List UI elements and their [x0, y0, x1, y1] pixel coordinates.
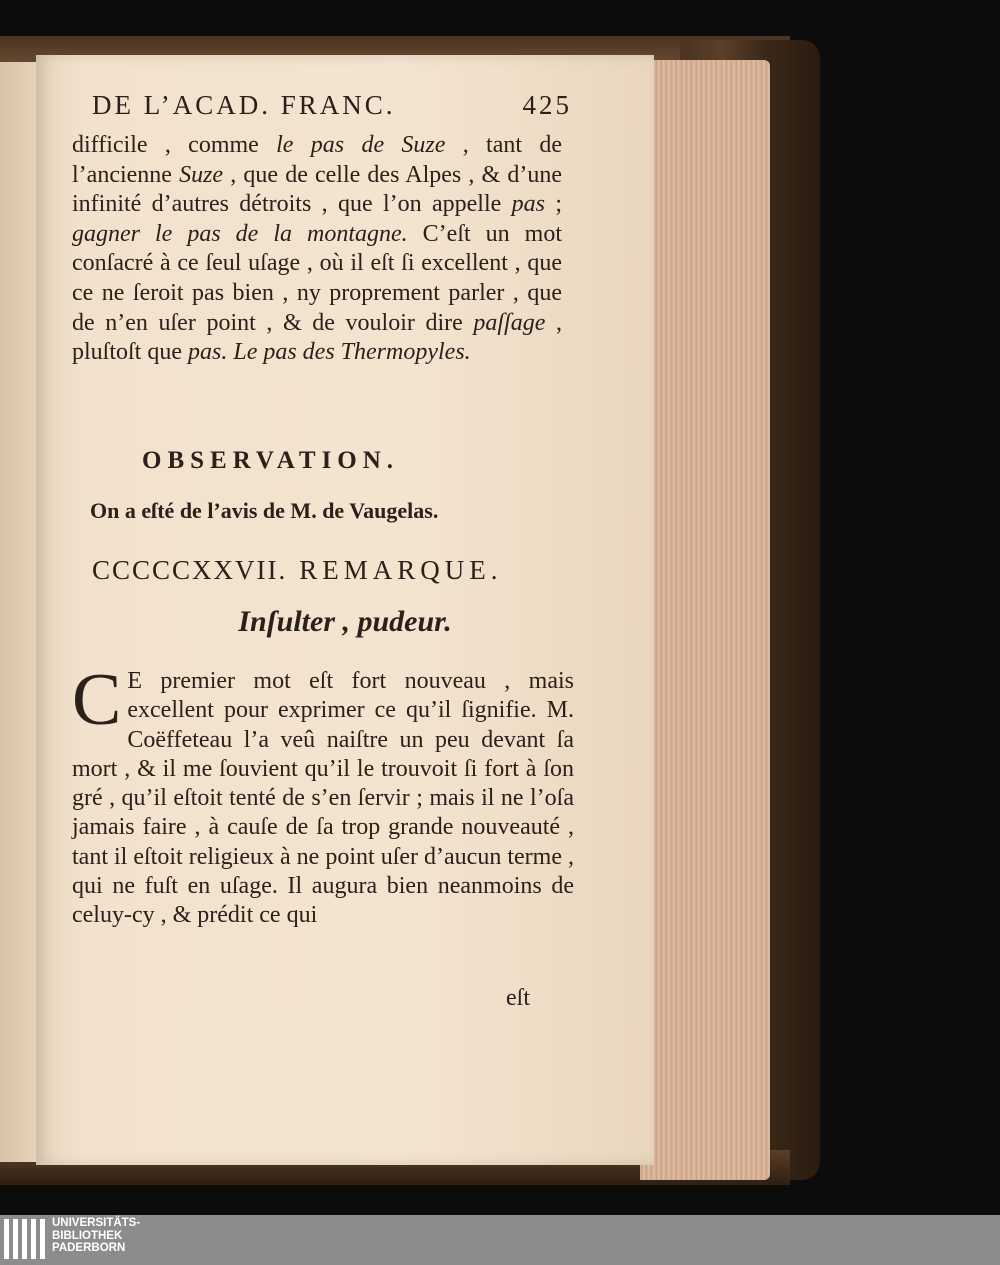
- observation-text: On a eſté de l’avis de M. de Vaugelas.: [90, 498, 439, 523]
- running-head-title: DE L’ACAD. FRANC.: [92, 90, 396, 120]
- text-run: C’eſt un mot conſacré à ce ſeul uſage , où il eſt ſi excellent , que ce ne ſeroit pas bien , ny proprement parler , que de n’en uſer point , & de vouloir dire: [72, 220, 562, 336]
- text-run: , pluſtoſt que: [72, 309, 562, 366]
- italic-run: pas.: [188, 339, 228, 366]
- logo-line: UNIVERSITÄTS-: [52, 1217, 141, 1229]
- text-run: , que de celle des Alpes , & d’une infinité d’autres détroits , que l’on appelle: [72, 161, 562, 218]
- italic-run: Le pas des Thermopyles.: [233, 339, 471, 366]
- text-run: difficile , comme: [72, 132, 277, 158]
- italic-run: paſſage: [473, 309, 546, 336]
- running-head: [92, 90, 572, 121]
- text-run: ;: [544, 191, 562, 218]
- italic-run: gagner le pas de la montagne.: [72, 220, 408, 247]
- text-run: , tant de l’ancienne: [72, 132, 563, 188]
- library-footer: [0, 1215, 1000, 1265]
- book-page: [36, 55, 654, 1165]
- page-number: 425: [522, 90, 572, 120]
- catchword: eſt: [506, 985, 530, 1011]
- left-page-edge: [0, 62, 40, 1162]
- remarque-subject: Inſulter , pudeur.: [238, 605, 452, 638]
- remarque-number: CCCCCXXVII.: [92, 555, 288, 585]
- logo-line: BIBLIOTHEK: [52, 1229, 123, 1242]
- drop-cap: C: [72, 659, 122, 741]
- remarque-paragraph: [72, 659, 574, 931]
- remarque-heading: [92, 555, 503, 586]
- remarque-word: REMARQUE.: [299, 555, 503, 585]
- italic-run: pas: [511, 191, 545, 218]
- library-logo-icon: [4, 1219, 45, 1259]
- page-edges: [640, 60, 770, 1180]
- paragraph-text: E premier mot eſt fort nouveau , mais excellent pour exprimer ce qu’il ſignifie. M. Coëffeteau l’a veû naiſtre un peu devant ſa mort , & il me ſouvient qu’il le trouvoit ſi fort à ſon gré , qu’il eſtoit tenté de s’en ſervir ; mais il ne l’oſa jamais faire , à cauſe de ſa trop grande nouveauté , tant il eſtoit religieux à ne point uſer d’aucun terme , qui ne fuſt en uſage. Il augura bien neanmoins de celuy-cy , & prédit ce qui: [72, 668, 574, 929]
- logo-line: PADERBORN: [52, 1242, 126, 1254]
- italic-run: Suze: [179, 161, 224, 188]
- library-logo-text: [52, 1217, 140, 1255]
- observation-heading: OBSERVATION.: [142, 447, 400, 474]
- continued-text: [72, 131, 562, 368]
- italic-run: le pas de Suze: [276, 132, 446, 158]
